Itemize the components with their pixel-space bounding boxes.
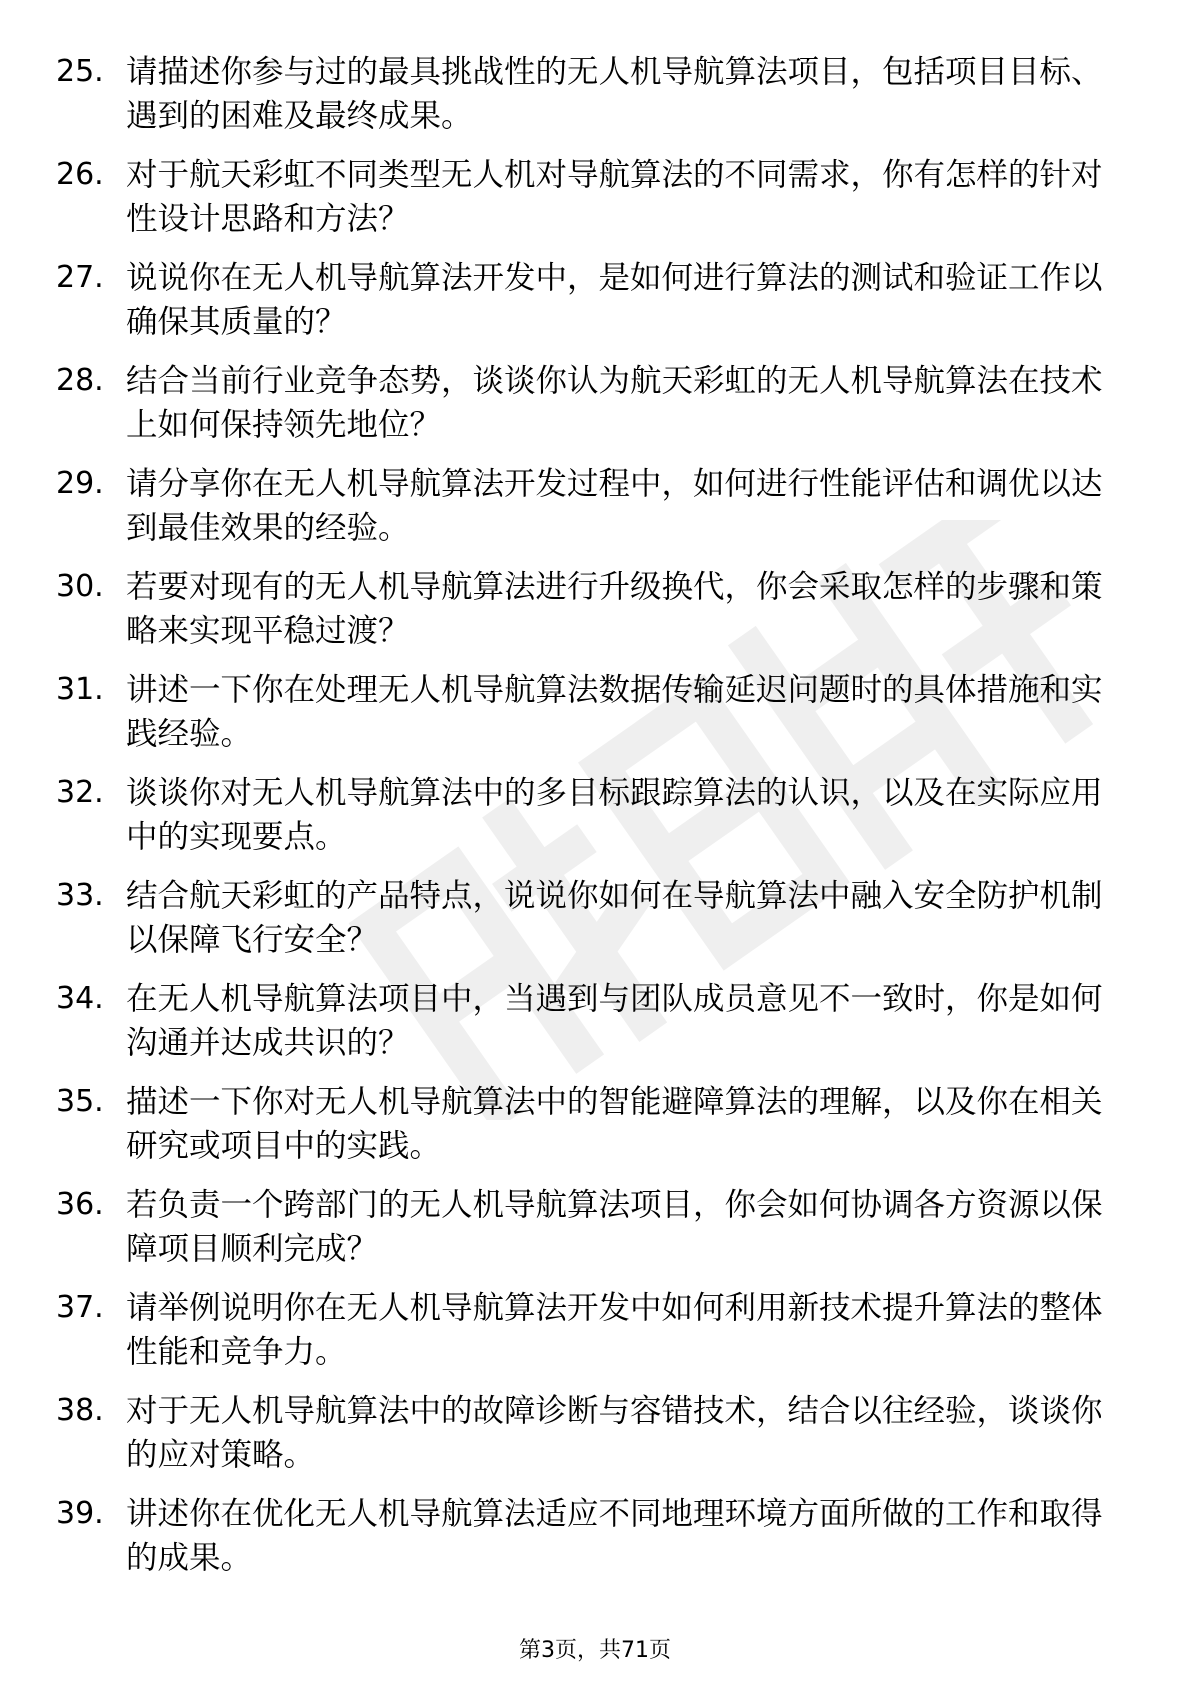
question-number: 39. (56, 1496, 104, 1531)
question-text: 结合当前行业竞争态势，谈谈你认为航天彩虹的无人机导航算法在技术上如何保持领先地位？ (126, 363, 1103, 443)
question-item-35 (0, 1080, 1190, 1183)
page-footer: 第3页，共71页 (519, 1638, 671, 1663)
question-text: 请举例说明你在无人机导航算法开发中如何利用新技术提升算法的整体性能和竞争力。 (126, 1290, 1103, 1370)
question-item-29 (0, 462, 1190, 565)
question-number: 25. (56, 54, 104, 89)
question-text: 请分享你在无人机导航算法开发过程中，如何进行性能评估和调优以达到最佳效果的经验。 (126, 466, 1103, 546)
question-number: 35. (56, 1084, 104, 1119)
question-item-25 (0, 50, 1190, 153)
question-number: 32. (56, 775, 104, 810)
question-list (0, 50, 1190, 1595)
question-item-37 (0, 1286, 1190, 1389)
question-text: 讲述你在优化无人机导航算法适应不同地理环境方面所做的工作和取得的成果。 (126, 1496, 1103, 1576)
question-number: 34. (56, 981, 104, 1016)
question-item-31 (0, 668, 1190, 771)
question-item-36 (0, 1183, 1190, 1286)
question-number: 33. (56, 878, 104, 913)
question-number: 37. (56, 1290, 104, 1325)
question-text: 请描述你参与过的最具挑战性的无人机导航算法项目，包括项目目标、遇到的困难及最终成果。 (126, 54, 1103, 134)
question-text: 描述一下你对无人机导航算法中的智能避障算法的理解，以及你在相关研究或项目中的实践。 (126, 1084, 1103, 1164)
question-item-33 (0, 874, 1190, 977)
question-text: 谈谈你对无人机导航算法中的多目标跟踪算法的认识，以及在实际应用中的实现要点。 (126, 775, 1103, 855)
question-text: 若负责一个跨部门的无人机导航算法项目，你会如何协调各方资源以保障项目顺利完成？ (126, 1187, 1103, 1267)
question-number: 30. (56, 569, 104, 604)
question-number: 28. (56, 363, 104, 398)
question-item-27 (0, 256, 1190, 359)
question-number: 26. (56, 157, 104, 192)
question-number: 27. (56, 260, 104, 295)
question-item-34 (0, 977, 1190, 1080)
question-text: 说说你在无人机导航算法开发中，是如何进行算法的测试和验证工作以确保其质量的？ (126, 260, 1103, 340)
question-item-30 (0, 565, 1190, 668)
question-text: 讲述一下你在处理无人机导航算法数据传输延迟问题时的具体措施和实践经验。 (126, 672, 1103, 752)
question-text: 在无人机导航算法项目中，当遇到与团队成员意见不一致时，你是如何沟通并达成共识的？ (126, 981, 1103, 1061)
question-text: 对于航天彩虹不同类型无人机对导航算法的不同需求，你有怎样的针对性设计思路和方法？ (126, 157, 1103, 237)
question-text: 若要对现有的无人机导航算法进行升级换代，你会采取怎样的步骤和策略来实现平稳过渡？ (126, 569, 1103, 649)
question-text: 结合航天彩虹的产品特点，说说你如何在导航算法中融入安全防护机制以保障飞行安全？ (126, 878, 1103, 958)
question-number: 29. (56, 466, 104, 501)
question-item-38 (0, 1389, 1190, 1492)
question-item-39 (0, 1492, 1190, 1595)
question-number: 36. (56, 1187, 104, 1222)
question-number: 38. (56, 1393, 104, 1428)
question-item-28 (0, 359, 1190, 462)
question-item-32 (0, 771, 1190, 874)
question-item-26 (0, 153, 1190, 256)
question-text: 对于无人机导航算法中的故障诊断与容错技术，结合以往经验，谈谈你的应对策略。 (126, 1393, 1103, 1473)
question-number: 31. (56, 672, 104, 707)
